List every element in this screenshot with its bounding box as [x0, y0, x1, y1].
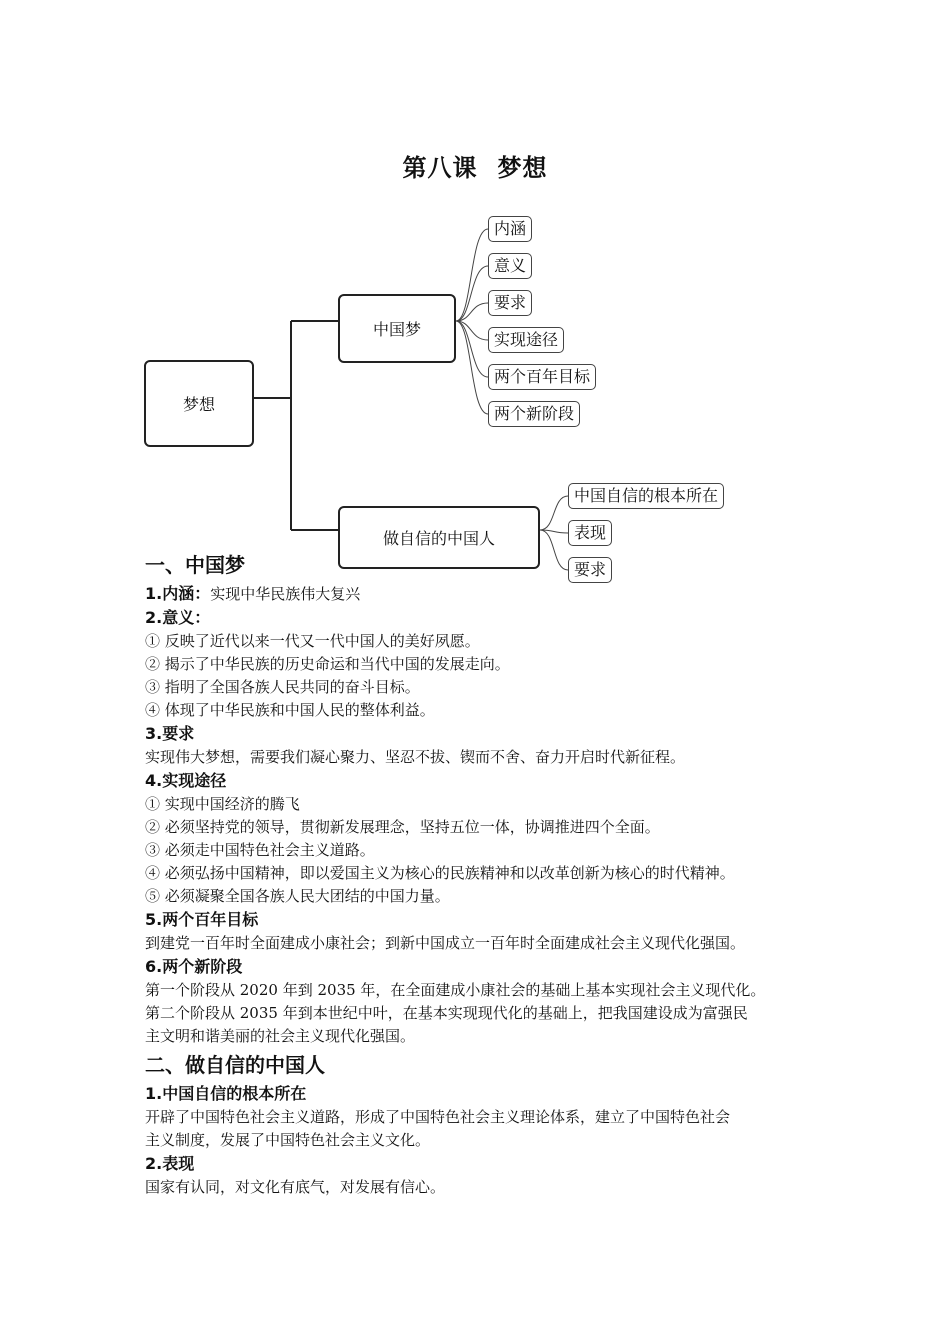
subsection-heading: 2.意义： [145, 608, 211, 627]
paragraph: 主文明和谐美丽的社会主义现代化强国。 [145, 1027, 416, 1045]
section-heading: 二、做自信的中国人 [145, 1053, 325, 1077]
lesson-number: 第八课 [402, 154, 478, 182]
branch-node-chinese-dream: 中国梦 [338, 294, 456, 363]
leaf-connector [456, 266, 488, 321]
list-item: ① 实现中国经济的腾飞 [145, 795, 300, 813]
list-item: ① 反映了近代以来一代又一代中国人的美好夙愿。 [145, 632, 480, 650]
subsection-heading: 4.实现途径 [145, 771, 227, 790]
leaf-node: 意义 [488, 253, 532, 279]
section-heading: 一、中国梦 [145, 553, 245, 577]
branch-node-confident-chinese: 做自信的中国人 [338, 506, 540, 569]
paragraph: 国家有认同，对文化有底气，对发展有信心。 [145, 1178, 446, 1196]
paragraph: 开辟了中国特色社会主义道路，形成了中国特色社会主义理论体系，建立了中国特色社会 [145, 1108, 731, 1126]
list-item: ② 必须坚持党的领导，贯彻新发展理念，坚持五位一体，协调推进四个全面。 [145, 818, 660, 836]
leaf-connector [456, 321, 488, 377]
leaf-node: 中国自信的根本所在 [568, 483, 724, 509]
subsection-heading: 1.中国自信的根本所在 [145, 1084, 307, 1103]
subsection-heading: 5.两个百年目标 [145, 910, 259, 929]
list-item: ⑤ 必须凝聚全国各族人民大团结的中国力量。 [145, 887, 450, 905]
leaf-connector [540, 496, 568, 530]
list-item: ② 揭示了中华民族的历史命运和当代中国的发展走向。 [145, 655, 510, 673]
leaf-node: 两个新阶段 [488, 401, 580, 427]
paragraph: 第二个阶段从 2035 年到本世纪中叶，在基本实现现代化的基础上，把我国建设成为富强民 [145, 1004, 748, 1022]
document-body [145, 548, 825, 1199]
leaf-node: 内涵 [488, 216, 532, 242]
list-item: ④ 必须弘扬中国精神，即以爱国主义为核心的民族精神和以改革创新为核心的时代精神。 [145, 864, 735, 882]
list-item: ④ 体现了中华民族和中国人民的整体利益。 [145, 701, 435, 719]
leaf-node: 实现途径 [488, 327, 564, 353]
leaf-node: 两个百年目标 [488, 364, 596, 390]
leaf-node: 表现 [568, 520, 612, 546]
list-item: ③ 指明了全国各族人民共同的奋斗目标。 [145, 678, 420, 696]
subsection-heading: 2.表现 [145, 1154, 195, 1173]
leaf-connector [456, 229, 488, 321]
paragraph: 实现中华民族伟大复兴 [210, 585, 361, 603]
list-item: ③ 必须走中国特色社会主义道路。 [145, 841, 375, 859]
root-node: 梦想 [144, 360, 254, 447]
leaf-connector [456, 321, 488, 414]
leaf-node: 要求 [488, 290, 532, 316]
paragraph: 主义制度，发展了中国特色社会主义文化。 [145, 1131, 431, 1149]
mind-map [0, 0, 950, 600]
subsection-connotation [145, 582, 825, 606]
subsection-heading: 1.内涵： [145, 584, 211, 603]
paragraph: 实现伟大梦想，需要我们凝心聚力、坚忍不拔、锲而不舍、奋力开启时代新征程。 [145, 748, 686, 766]
leaf-node: 要求 [568, 557, 612, 583]
paragraph: 到建党一百年时全面建成小康社会；到新中国成立一百年时全面建成社会主义现代化强国。 [145, 934, 746, 952]
subsection-heading: 3.要求 [145, 724, 195, 743]
subsection-heading: 6.两个新阶段 [145, 957, 243, 976]
lesson-name: 梦想 [497, 154, 548, 182]
paragraph: 第一个阶段从 2020 年到 2035 年，在全面建成小康社会的基础上基本实现社会主义现代化。 [145, 981, 766, 999]
